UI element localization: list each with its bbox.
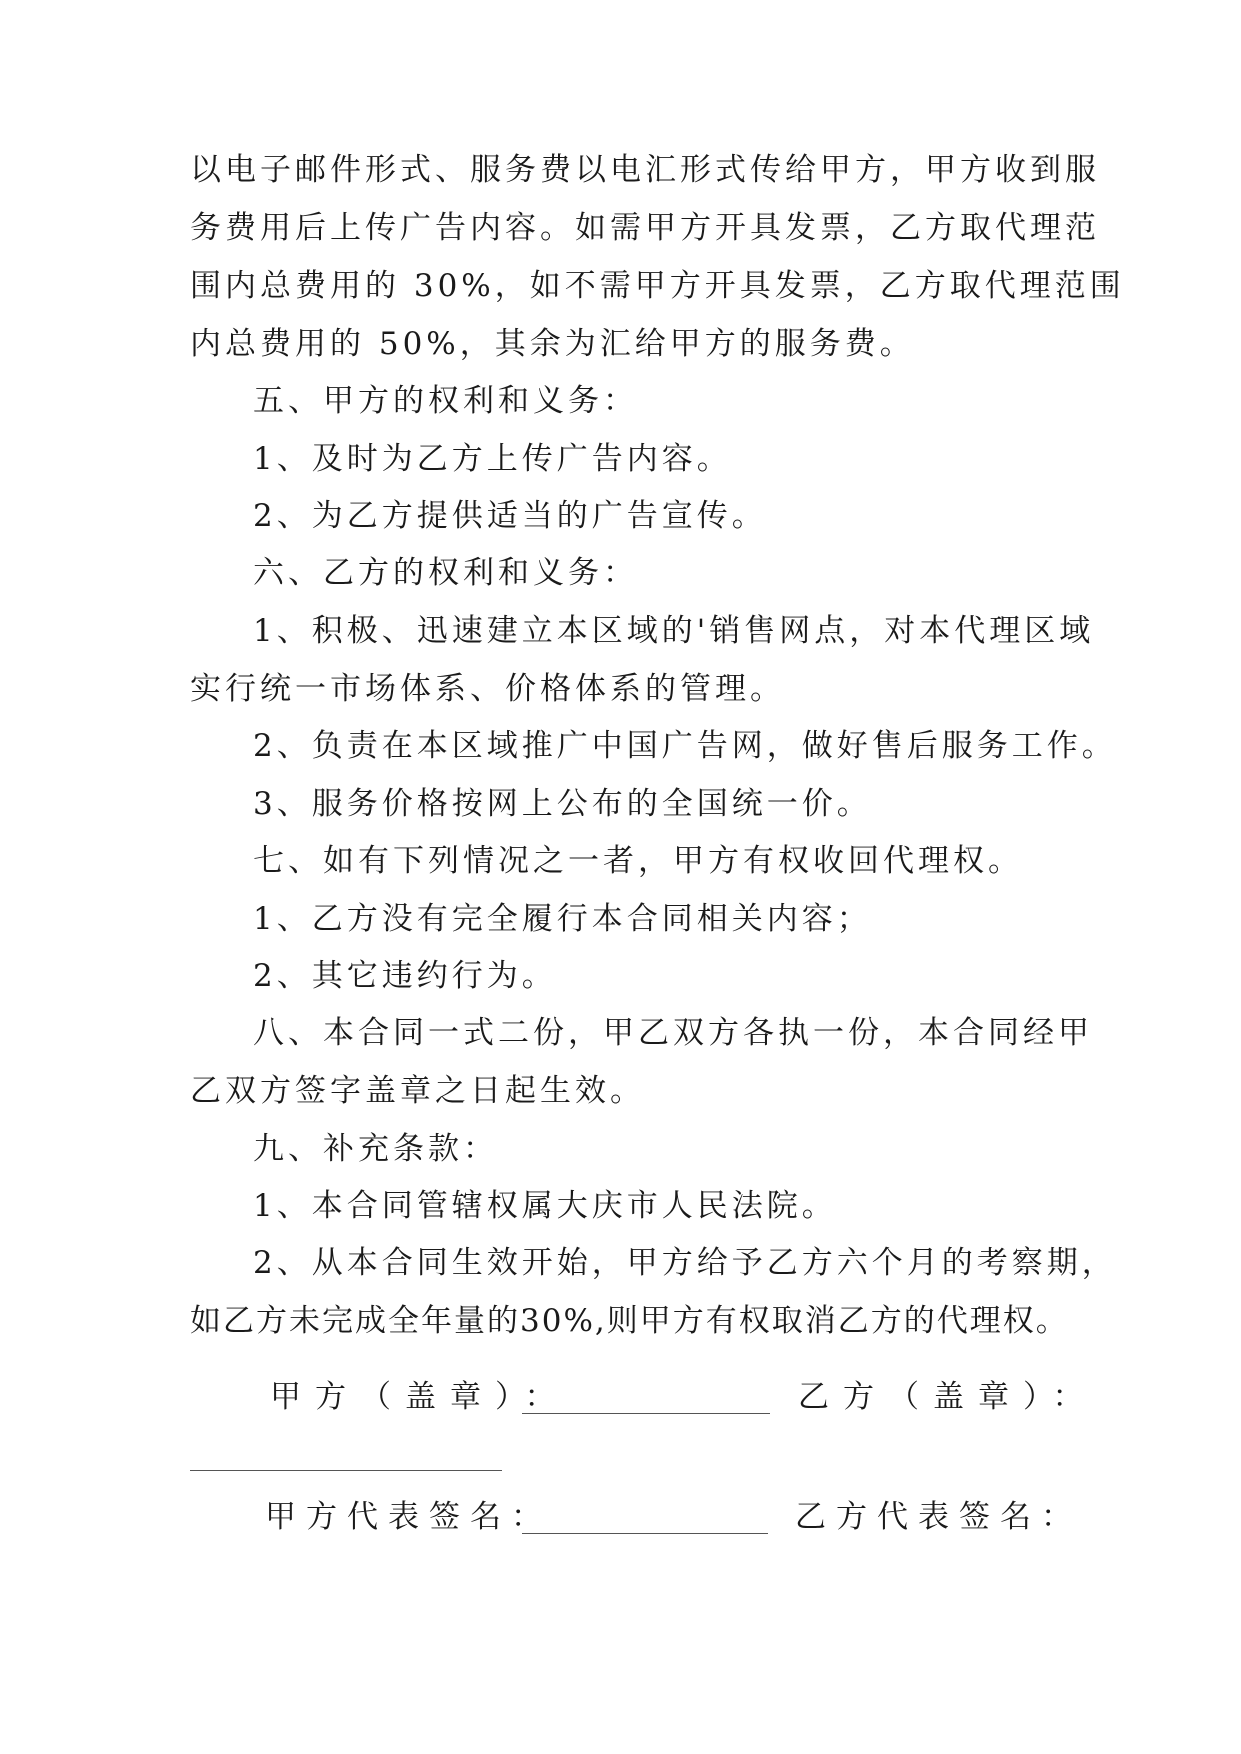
body-text-line: 如乙方未完成全年量的30%,则甲方有权取消乙方的代理权。: [190, 1303, 1069, 1339]
party-b-seal-label: 乙方（盖章）：: [798, 1379, 1098, 1415]
section-heading: 八、本合同一式二份，甲乙双方各执一份，本合同经甲: [253, 1015, 1093, 1051]
party-a-rep-blank: [522, 1533, 768, 1534]
body-text-line: 实行统一市场体系、价格体系的管理。: [190, 671, 785, 707]
party-a-rep-label: 甲方代表签名：: [265, 1499, 552, 1535]
party-b-rep-label: 乙方代表签名：: [795, 1499, 1082, 1535]
party-a-seal-label: 甲方（盖章）：: [270, 1379, 570, 1415]
body-text-line: 以电子邮件形式、服务费以电汇形式传给甲方，甲方收到服: [190, 152, 1100, 188]
list-item: 2、其它违约行为。: [253, 958, 557, 994]
list-item: 2、为乙方提供适当的广告宣传。: [253, 498, 767, 534]
section-heading: 六、乙方的权利和义务：: [253, 555, 638, 591]
section-heading: 九、补充条款：: [253, 1131, 498, 1167]
party-a-seal-blank: [522, 1413, 770, 1414]
body-text-line: 内总费用的 50%，其余为汇给甲方的服务费。: [190, 326, 915, 362]
body-text-line: 围内总费用的 30%，如不需甲方开具发票，乙方取代理范围: [190, 268, 1125, 304]
section-heading: 五、甲方的权利和义务：: [253, 383, 638, 419]
list-item: 3、服务价格按网上公布的全国统一价。: [253, 786, 872, 822]
list-item: 2、从本合同生效开始，甲方给予乙方六个月的考察期，: [253, 1245, 1117, 1281]
body-text-line: 乙双方签字盖章之日起生效。: [190, 1073, 645, 1109]
list-item: 1、积极、迅速建立本区域的'销售网点，对本代理区域: [253, 613, 1095, 649]
section-heading: 七、如有下列情况之一者，甲方有权收回代理权。: [253, 843, 1023, 879]
party-b-seal-blank: [190, 1470, 502, 1471]
list-item: 1、本合同管辖权属大庆市人民法院。: [253, 1188, 837, 1224]
list-item: 1、乙方没有完全履行本合同相关内容；: [253, 901, 872, 937]
list-item: 2、负责在本区域推广中国广告网，做好售后服务工作。: [253, 728, 1117, 764]
list-item: 1、及时为乙方上传广告内容。: [253, 441, 732, 477]
body-text-line: 务费用后上传广告内容。如需甲方开具发票，乙方取代理范: [190, 210, 1100, 246]
